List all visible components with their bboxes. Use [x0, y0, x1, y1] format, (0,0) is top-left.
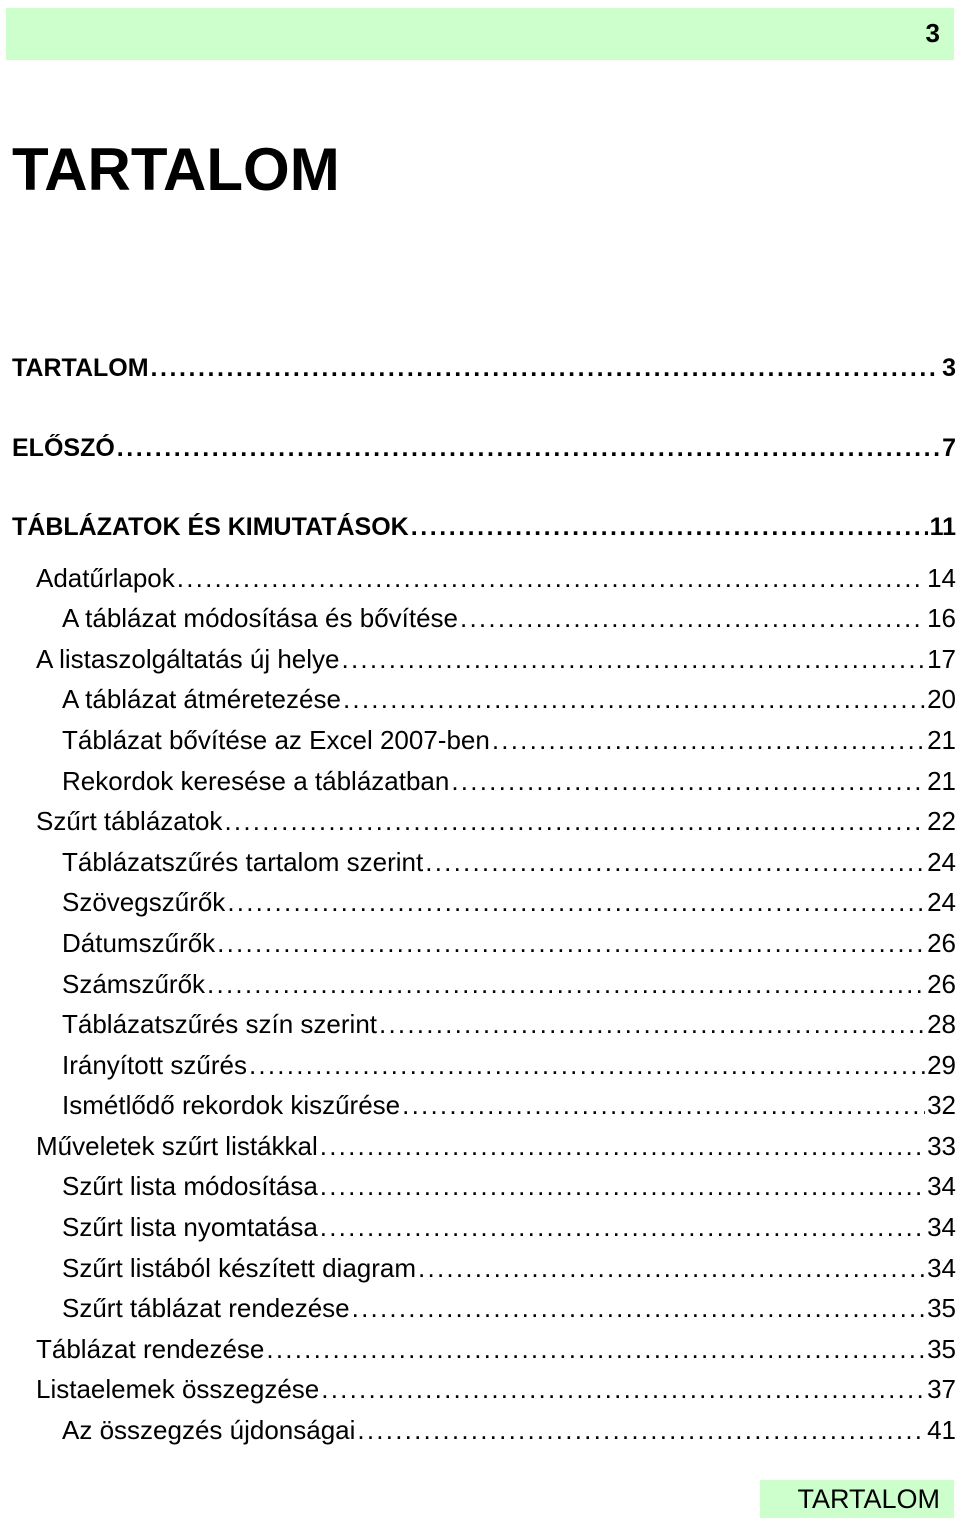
toc-entry-label: Ismétlődő rekordok kiszűrése: [62, 1090, 401, 1120]
toc-entry-page-number: 28: [927, 1009, 956, 1039]
toc-entry-label: Szűrt lista nyomtatása: [62, 1212, 318, 1242]
toc-dot-leader: [460, 603, 925, 634]
toc-dot-leader: [402, 1090, 925, 1121]
toc-entry-label: Táblázat rendezése: [36, 1334, 265, 1364]
toc-dot-leader: [321, 1374, 925, 1405]
toc-dot-leader: [451, 766, 925, 797]
toc-dot-leader: [343, 684, 925, 715]
toc-entry: [12, 434, 956, 468]
toc-entry-page-number: 33: [927, 1131, 956, 1161]
toc-entry-label: Műveletek szűrt listákkal: [36, 1131, 318, 1161]
toc-entry: [62, 1090, 956, 1124]
toc-dot-leader: [357, 1415, 925, 1446]
toc-dot-leader: [224, 806, 925, 837]
toc-entry-page-number: 24: [927, 847, 956, 877]
toc-dot-leader: [379, 1009, 925, 1040]
toc-dot-leader: [151, 354, 941, 383]
toc-dot-leader: [342, 644, 926, 675]
toc-entry-label: Táblázatszűrés tartalom szerint: [62, 847, 424, 877]
toc-entry-label: Dátumszűrők: [62, 928, 216, 958]
toc-dot-leader: [418, 1253, 925, 1284]
toc-entry: [12, 354, 956, 388]
toc-entry-label: A listaszolgáltatás új helye: [36, 644, 340, 674]
toc-entry-page-number: 7: [942, 434, 956, 462]
toc-entry-page-number: 17: [927, 644, 956, 674]
toc-entry: [36, 563, 956, 597]
toc-entry-page-number: 20: [927, 684, 956, 714]
toc-entry-label: TÁBLÁZATOK ÉS KIMUTATÁSOK: [12, 513, 409, 541]
toc-entry: [62, 969, 956, 1003]
toc-entry-page-number: 32: [927, 1090, 956, 1120]
toc-entry: [62, 1171, 956, 1205]
toc-dot-leader: [266, 1334, 925, 1365]
toc-entry: [62, 725, 956, 759]
toc-entry: [62, 1293, 956, 1327]
toc-dot-leader: [227, 887, 925, 918]
toc-entry-page-number: 16: [927, 603, 956, 633]
toc-entry-page-number: 29: [927, 1050, 956, 1080]
toc-dot-leader: [352, 1293, 925, 1324]
toc-entry-page-number: 22: [927, 806, 956, 836]
toc-dot-leader: [217, 928, 925, 959]
toc-entry-label: TARTALOM: [12, 354, 149, 382]
toc-entry-label: Számszűrők: [62, 969, 206, 999]
toc-dot-leader: [117, 434, 940, 463]
toc-dot-leader: [425, 847, 925, 878]
toc-entry-page-number: 26: [927, 969, 956, 999]
toc-entry-page-number: 11: [929, 513, 956, 541]
page-title: TARTALOM: [12, 136, 340, 203]
toc-entry-label: Szövegszűrők: [62, 887, 226, 917]
toc-entry: [62, 887, 956, 921]
toc-entry-label: Szűrt lista módosítása: [62, 1171, 318, 1201]
toc-entry-label: ELŐSZÓ: [12, 434, 115, 462]
toc-dot-leader: [207, 969, 925, 1000]
toc-dot-leader: [249, 1050, 925, 1081]
toc-entry: [62, 1253, 956, 1287]
page-footer-bar: [760, 1480, 954, 1518]
toc-entry-page-number: 21: [927, 766, 956, 796]
toc-entry: [62, 1212, 956, 1246]
toc-entry: [36, 1374, 956, 1408]
toc-entry-label: Szűrt táblázatok: [36, 806, 223, 836]
toc-entry-page-number: 3: [942, 354, 956, 382]
toc-entry-page-number: 24: [927, 887, 956, 917]
toc-entry: [62, 847, 956, 881]
toc-dot-leader: [320, 1171, 925, 1202]
toc-entry-page-number: 34: [927, 1253, 956, 1283]
page-header-bar: [6, 8, 954, 60]
toc-entry-label: Adatűrlapok: [36, 563, 175, 593]
toc-entry: [62, 766, 956, 800]
toc-entry-label: Rekordok keresése a táblázatban: [62, 766, 450, 796]
toc-entry-label: Listaelemek összegzése: [36, 1374, 320, 1404]
toc-entry: [62, 1415, 956, 1449]
toc-entry: [62, 603, 956, 637]
toc-entry-page-number: 34: [927, 1212, 956, 1242]
toc-entry: [62, 1009, 956, 1043]
toc-entry: [36, 644, 956, 678]
toc-entry-page-number: 26: [927, 928, 956, 958]
page-number: 3: [925, 18, 940, 48]
toc-entry-label: Szűrt listából készített diagram: [62, 1253, 417, 1283]
toc-dot-leader: [320, 1131, 925, 1162]
toc-dot-leader: [177, 563, 925, 594]
toc-entry-label: Szűrt táblázat rendezése: [62, 1293, 350, 1323]
toc-entry: [62, 928, 956, 962]
footer-label: TARTALOM: [797, 1484, 940, 1514]
toc-entry: [36, 1131, 956, 1165]
toc-dot-leader: [411, 513, 928, 542]
toc-entry-page-number: 34: [927, 1171, 956, 1201]
toc-entry-label: A táblázat módosítása és bővítése: [62, 603, 459, 633]
toc-entry: [36, 806, 956, 840]
toc-entry-page-number: 41: [927, 1415, 956, 1445]
toc-dot-leader: [320, 1212, 925, 1243]
toc-entry: [12, 513, 956, 547]
toc-entry-page-number: 14: [927, 563, 956, 593]
toc-entry: [36, 1334, 956, 1368]
toc-entry-page-number: 37: [927, 1374, 956, 1404]
toc-entry: [62, 684, 956, 718]
toc-entry-label: A táblázat átméretezése: [62, 684, 341, 714]
toc-entry-page-number: 35: [927, 1293, 956, 1323]
toc-entry: [62, 1050, 956, 1084]
toc-entry-page-number: 35: [927, 1334, 956, 1364]
toc-entry-label: Irányított szűrés: [62, 1050, 247, 1080]
toc-entry-page-number: 21: [927, 725, 956, 755]
toc-entry-label: Táblázat bővítése az Excel 2007-ben: [62, 725, 490, 755]
toc-dot-leader: [492, 725, 925, 756]
toc-entry-label: Az összegzés újdonságai: [62, 1415, 356, 1445]
toc-entry-label: Táblázatszűrés szín szerint: [62, 1009, 378, 1039]
